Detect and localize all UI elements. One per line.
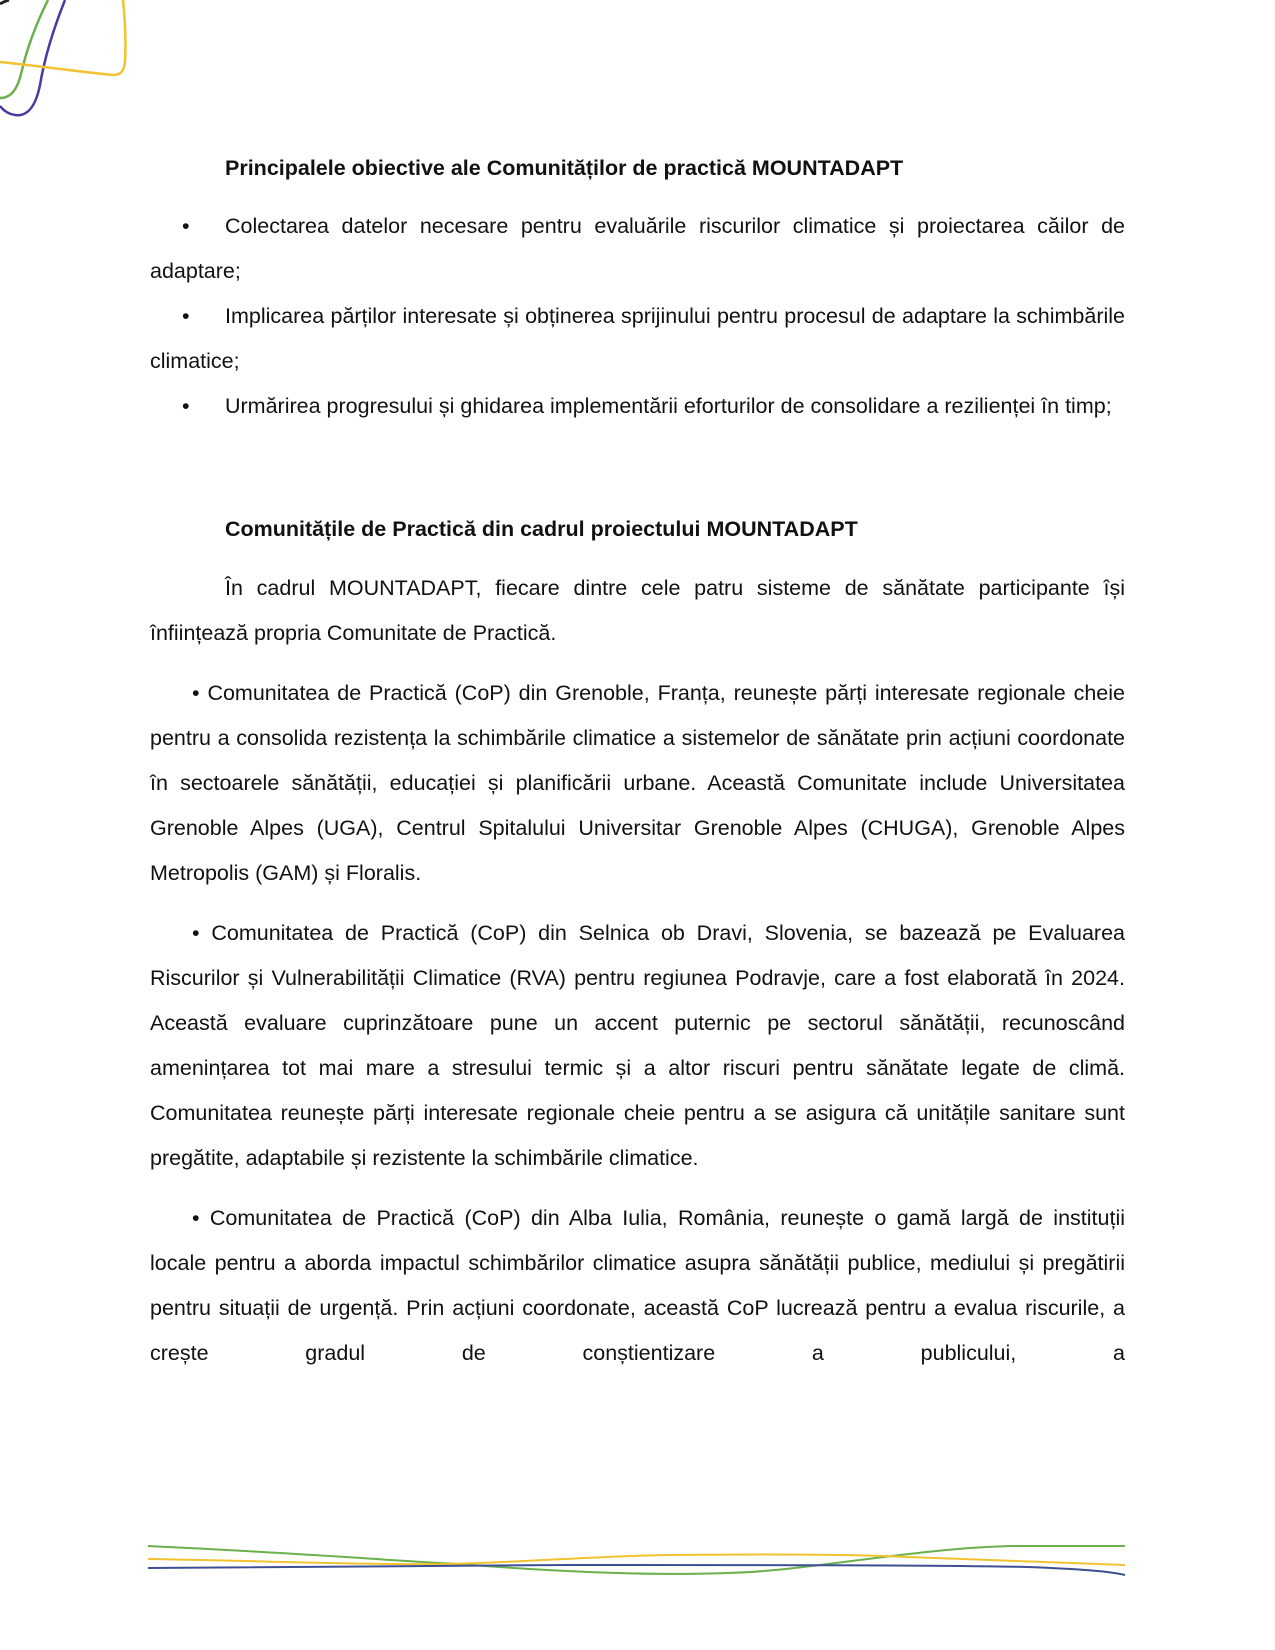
bullet-icon: • <box>182 394 190 418</box>
bullet-icon: • <box>182 304 190 328</box>
cop-paragraph-grenoble: • Comunitatea de Practică (CoP) din Grenoble, Franța, reunește părți interesate regionale cheie pentru a consolida rezistența la schimbările climatice a sistemelor de sănătate prin acțiuni coordonate în sectoarele sănătății, educației și planificării urbane. Această Comunitate include Universitatea Grenoble Alpes (UGA), Centrul Spitalului Universitar Grenoble Alpes (CHUGA), Grenoble Alpes Metropolis (GAM) și Floralis. <box>150 681 1125 885</box>
bullet-icon: • <box>192 1206 200 1230</box>
intro-paragraph: În cadrul MOUNTADAPT, fiecare dintre cele patru sisteme de sănătate participante își înființează propria Comunitate de Practică. <box>150 576 1125 645</box>
footer-wave-decoration <box>148 1535 1128 1585</box>
section-heading-objectives: Principalele obiective ale Comunităților de practică MOUNTADAPT <box>225 156 904 180</box>
cop-paragraph-selnica: • Comunitatea de Practică (CoP) din Selnica ob Dravi, Slovenia, se bazează pe Evaluarea Riscurilor și Vulnerabilității Climatice (RVA) pentru regiunea Podravje, care a fost elaborată în 2024. Această evaluare cuprinzătoare pune un accent puternic pe sectorul sănătății, recunoscând amenințarea tot mai mare a stresului termic și a altor riscuri pentru sănătate legate de climă. Comunitatea reunește părți interesate regionale cheie pentru a se asigura că unitățile sanitare sunt pregătite, adaptabile și rezistente la schimbările climatice. <box>150 921 1125 1170</box>
section-heading-communities: Comunitățile de Practică din cadrul proiectului MOUNTADAPT <box>225 517 858 541</box>
spacer <box>150 429 1125 507</box>
cop-paragraph-alba-iulia: • Comunitatea de Practică (CoP) din Alba Iulia, România, reunește o gamă largă de instituții locale pentru a aborda impactul schimbărilor climatice asupra sănătății publice, mediului și pregătirii pentru situații de urgență. Prin acțiuni coordonate, această CoP lucrează pentru a evalua riscurile, a crește gradul de conștientizare a publicului, a <box>150 1206 1125 1365</box>
bullet-icon: • <box>192 921 200 945</box>
objectives-list <box>150 204 1125 429</box>
list-item: • Colectarea datelor necesare pentru evaluările riscurilor climatice și proiectarea căilor de adaptare; <box>150 204 1125 294</box>
bullet-icon: • <box>182 214 190 238</box>
bullet-icon: • <box>192 681 200 705</box>
project-logo-decoration <box>0 0 140 125</box>
list-item: • Urmărirea progresului și ghidarea implementării eforturilor de consolidare a rezilienței în timp; <box>150 384 1125 429</box>
list-item: • Implicarea părților interesate și obținerea sprijinului pentru procesul de adaptare la schimbările climatice; <box>150 294 1125 384</box>
document-page <box>150 146 1125 1376</box>
